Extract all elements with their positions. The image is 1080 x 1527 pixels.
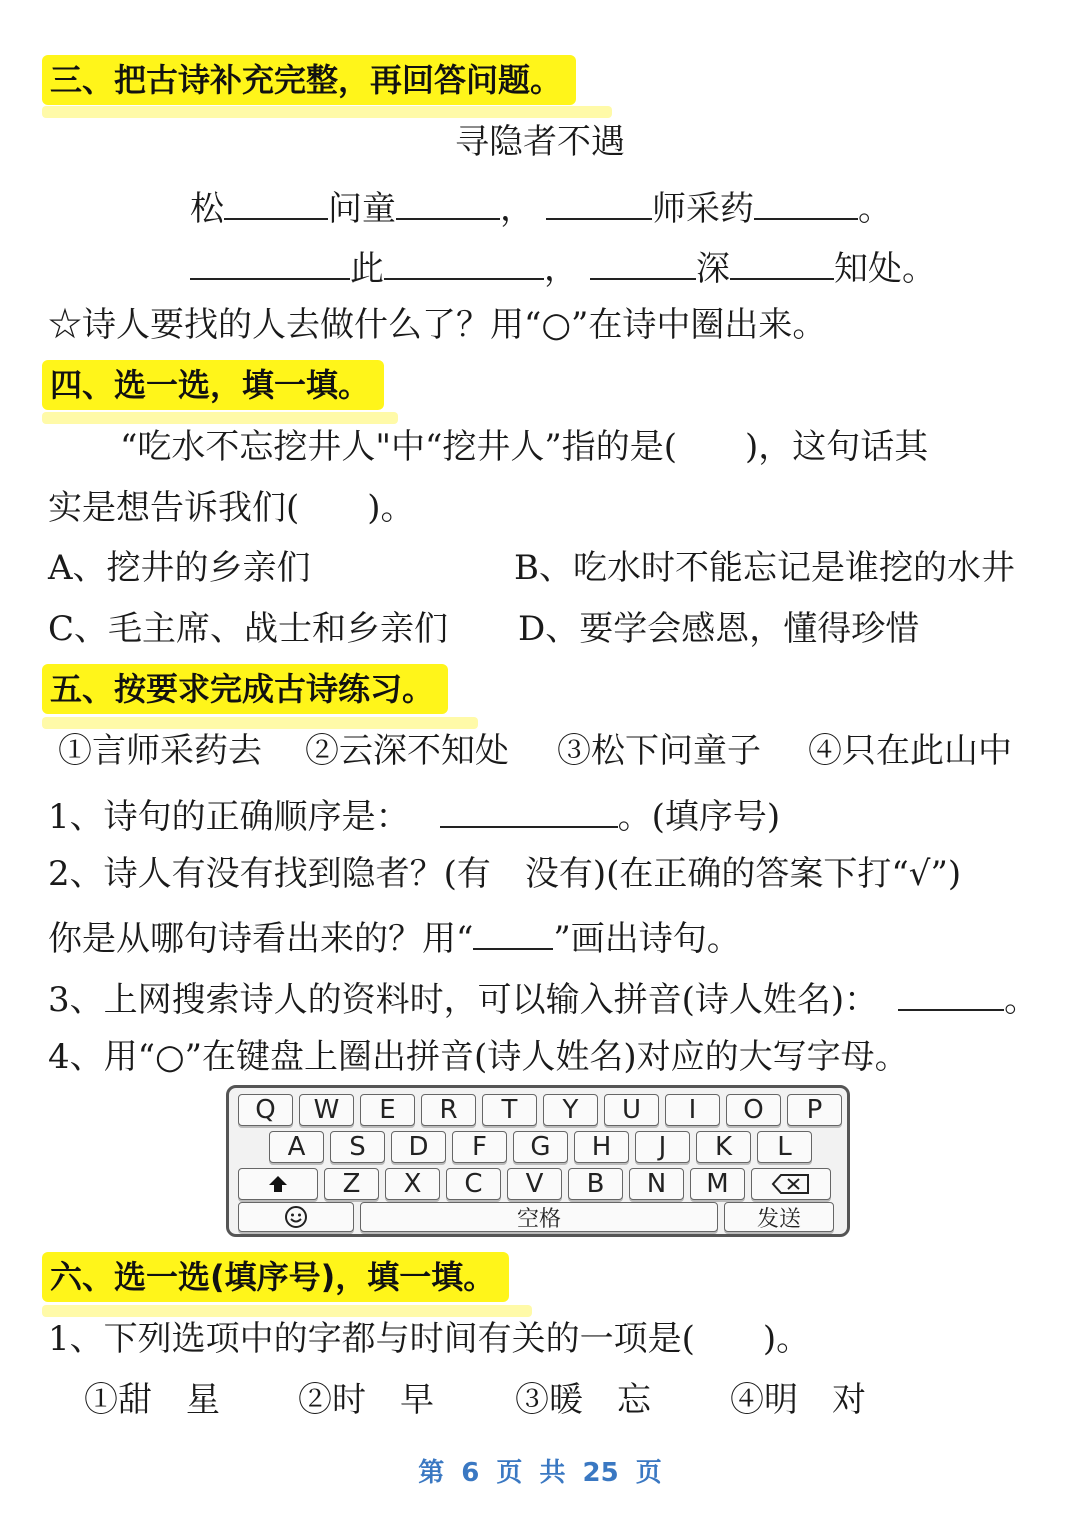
key-r[interactable]: R bbox=[421, 1094, 476, 1126]
heading-highlight bbox=[42, 106, 612, 118]
key-x[interactable]: X bbox=[385, 1168, 440, 1200]
poem-text: 此 bbox=[350, 249, 384, 289]
key-q[interactable]: Q bbox=[238, 1094, 293, 1126]
key-t[interactable]: T bbox=[482, 1094, 537, 1126]
emoji-key[interactable] bbox=[238, 1202, 354, 1232]
fill-blank[interactable] bbox=[224, 188, 328, 220]
key-m[interactable]: M bbox=[690, 1168, 745, 1200]
underline-sample bbox=[473, 918, 553, 950]
poem-line-2 bbox=[190, 248, 936, 289]
poem-text: 知处。 bbox=[834, 249, 936, 289]
key-i[interactable]: I bbox=[665, 1094, 720, 1126]
fill-blank[interactable] bbox=[730, 248, 834, 280]
key-h[interactable]: H bbox=[574, 1131, 629, 1163]
poem-title: 寻隐者不遇 bbox=[455, 122, 625, 162]
poem-text: 师采药 bbox=[652, 189, 754, 229]
question-text: “吃水不忘挖井人"中“挖井人”指的是( )，这句话其 bbox=[120, 427, 929, 467]
fill-blank[interactable] bbox=[190, 248, 350, 280]
poem-choice-4: ④只在此山中 bbox=[808, 731, 1012, 771]
question-text: 1、诗句的正确顺序是： bbox=[48, 797, 410, 837]
poem-text: ， bbox=[544, 249, 578, 289]
fill-blank[interactable] bbox=[396, 188, 500, 220]
backspace-icon bbox=[771, 1173, 811, 1195]
poem-text: ， bbox=[500, 189, 534, 229]
shift-key[interactable] bbox=[238, 1168, 318, 1200]
question-text: 你是从哪句诗看出来的？用“ bbox=[48, 919, 474, 959]
option-a: A、挖井的乡亲们 bbox=[48, 548, 311, 588]
option-d: D、要学会感恩，懂得珍惜 bbox=[518, 609, 920, 649]
fill-blank[interactable] bbox=[384, 248, 544, 280]
backspace-key[interactable] bbox=[751, 1168, 831, 1200]
section-5-heading: 五、按要求完成古诗练习。 bbox=[42, 664, 448, 714]
keyboard-row-3 bbox=[229, 1168, 853, 1200]
poem-choice-2: ②云深不知处 bbox=[305, 731, 509, 771]
choice-1: ①甜 星 bbox=[84, 1380, 220, 1420]
space-key[interactable]: 空格 bbox=[360, 1202, 718, 1232]
key-n[interactable]: N bbox=[629, 1168, 684, 1200]
key-y[interactable]: Y bbox=[543, 1094, 598, 1126]
up-arrow-icon bbox=[267, 1174, 289, 1194]
fill-blank[interactable] bbox=[546, 188, 652, 220]
key-z[interactable]: Z bbox=[324, 1168, 379, 1200]
key-f[interactable]: F bbox=[452, 1131, 507, 1163]
poem-text: 问童 bbox=[328, 189, 396, 229]
heading-highlight bbox=[42, 1305, 532, 1317]
keyboard-illustration bbox=[226, 1085, 850, 1237]
section-4-heading: 四、选一选，填一填。 bbox=[42, 360, 384, 410]
key-c[interactable]: C bbox=[446, 1168, 501, 1200]
heading-highlight bbox=[42, 412, 398, 424]
section-3-heading: 三、把古诗补充完整，再回答问题。 bbox=[42, 55, 576, 105]
keyboard-row-4 bbox=[229, 1202, 853, 1232]
option-c: C、毛主席、战士和乡亲们 bbox=[48, 609, 449, 649]
key-p[interactable]: P bbox=[787, 1094, 842, 1126]
poem-choice-3: ③松下问童子 bbox=[557, 731, 761, 771]
fill-blank[interactable] bbox=[754, 188, 858, 220]
key-l[interactable]: L bbox=[757, 1131, 812, 1163]
heading-highlight bbox=[42, 717, 478, 729]
poem-text: 。 bbox=[858, 189, 892, 229]
question-text: 实是想告诉我们( )。 bbox=[48, 488, 415, 528]
key-b[interactable]: B bbox=[568, 1168, 623, 1200]
question-4: 4、用“○”在键盘上圈出拼音(诗人姓名)对应的大写字母。 bbox=[48, 1037, 909, 1077]
option-b: B、吃水时不能忘记是谁挖的水井 bbox=[514, 548, 1015, 588]
question-3 bbox=[48, 979, 1039, 1020]
choice-4: ④明 对 bbox=[730, 1380, 866, 1420]
question-1 bbox=[48, 796, 781, 837]
page-number: 第 6 页 共 25 页 bbox=[418, 1458, 662, 1488]
fill-blank[interactable] bbox=[898, 979, 1004, 1011]
poem-line-1 bbox=[190, 188, 892, 229]
keyboard-row-2 bbox=[229, 1131, 884, 1163]
question-2b bbox=[48, 918, 741, 959]
poem-text: 松 bbox=[190, 189, 224, 229]
choice-2: ②时 早 bbox=[298, 1380, 434, 1420]
key-s[interactable]: S bbox=[330, 1131, 385, 1163]
question-text: 3、上网搜索诗人的资料时，可以输入拼音(诗人姓名)： bbox=[48, 980, 879, 1020]
key-w[interactable]: W bbox=[299, 1094, 354, 1126]
fill-blank[interactable] bbox=[440, 796, 618, 828]
key-k[interactable]: K bbox=[696, 1131, 751, 1163]
smiley-icon bbox=[284, 1205, 308, 1229]
section-6-heading: 六、选一选(填序号)，填一填。 bbox=[42, 1252, 509, 1302]
choice-3: ③暖 忘 bbox=[515, 1380, 651, 1420]
question-text: 。 bbox=[1004, 980, 1039, 1020]
send-key[interactable]: 发送 bbox=[724, 1202, 834, 1232]
poem-text: 深 bbox=[696, 249, 730, 289]
key-d[interactable]: D bbox=[391, 1131, 446, 1163]
question-text: 。(填序号) bbox=[617, 797, 781, 837]
key-u[interactable]: U bbox=[604, 1094, 659, 1126]
key-e[interactable]: E bbox=[360, 1094, 415, 1126]
key-g[interactable]: G bbox=[513, 1131, 568, 1163]
key-j[interactable]: J bbox=[635, 1131, 690, 1163]
keyboard-row-1 bbox=[229, 1094, 853, 1126]
key-v[interactable]: V bbox=[507, 1168, 562, 1200]
question-2: 2、诗人有没有找到隐者？(有 没有)(在正确的答案下打“√”) bbox=[48, 854, 962, 894]
question-text: ☆诗人要找的人去做什么了？用“○”在诗中圈出来。 bbox=[48, 305, 827, 345]
key-a[interactable]: A bbox=[269, 1131, 324, 1163]
fill-blank[interactable] bbox=[590, 248, 696, 280]
question-text: 1、下列选项中的字都与时间有关的一项是( )。 bbox=[48, 1319, 811, 1359]
poem-choice-1: ①言师采药去 bbox=[58, 731, 262, 771]
question-text: ”画出诗句。 bbox=[553, 919, 741, 959]
key-o[interactable]: O bbox=[726, 1094, 781, 1126]
